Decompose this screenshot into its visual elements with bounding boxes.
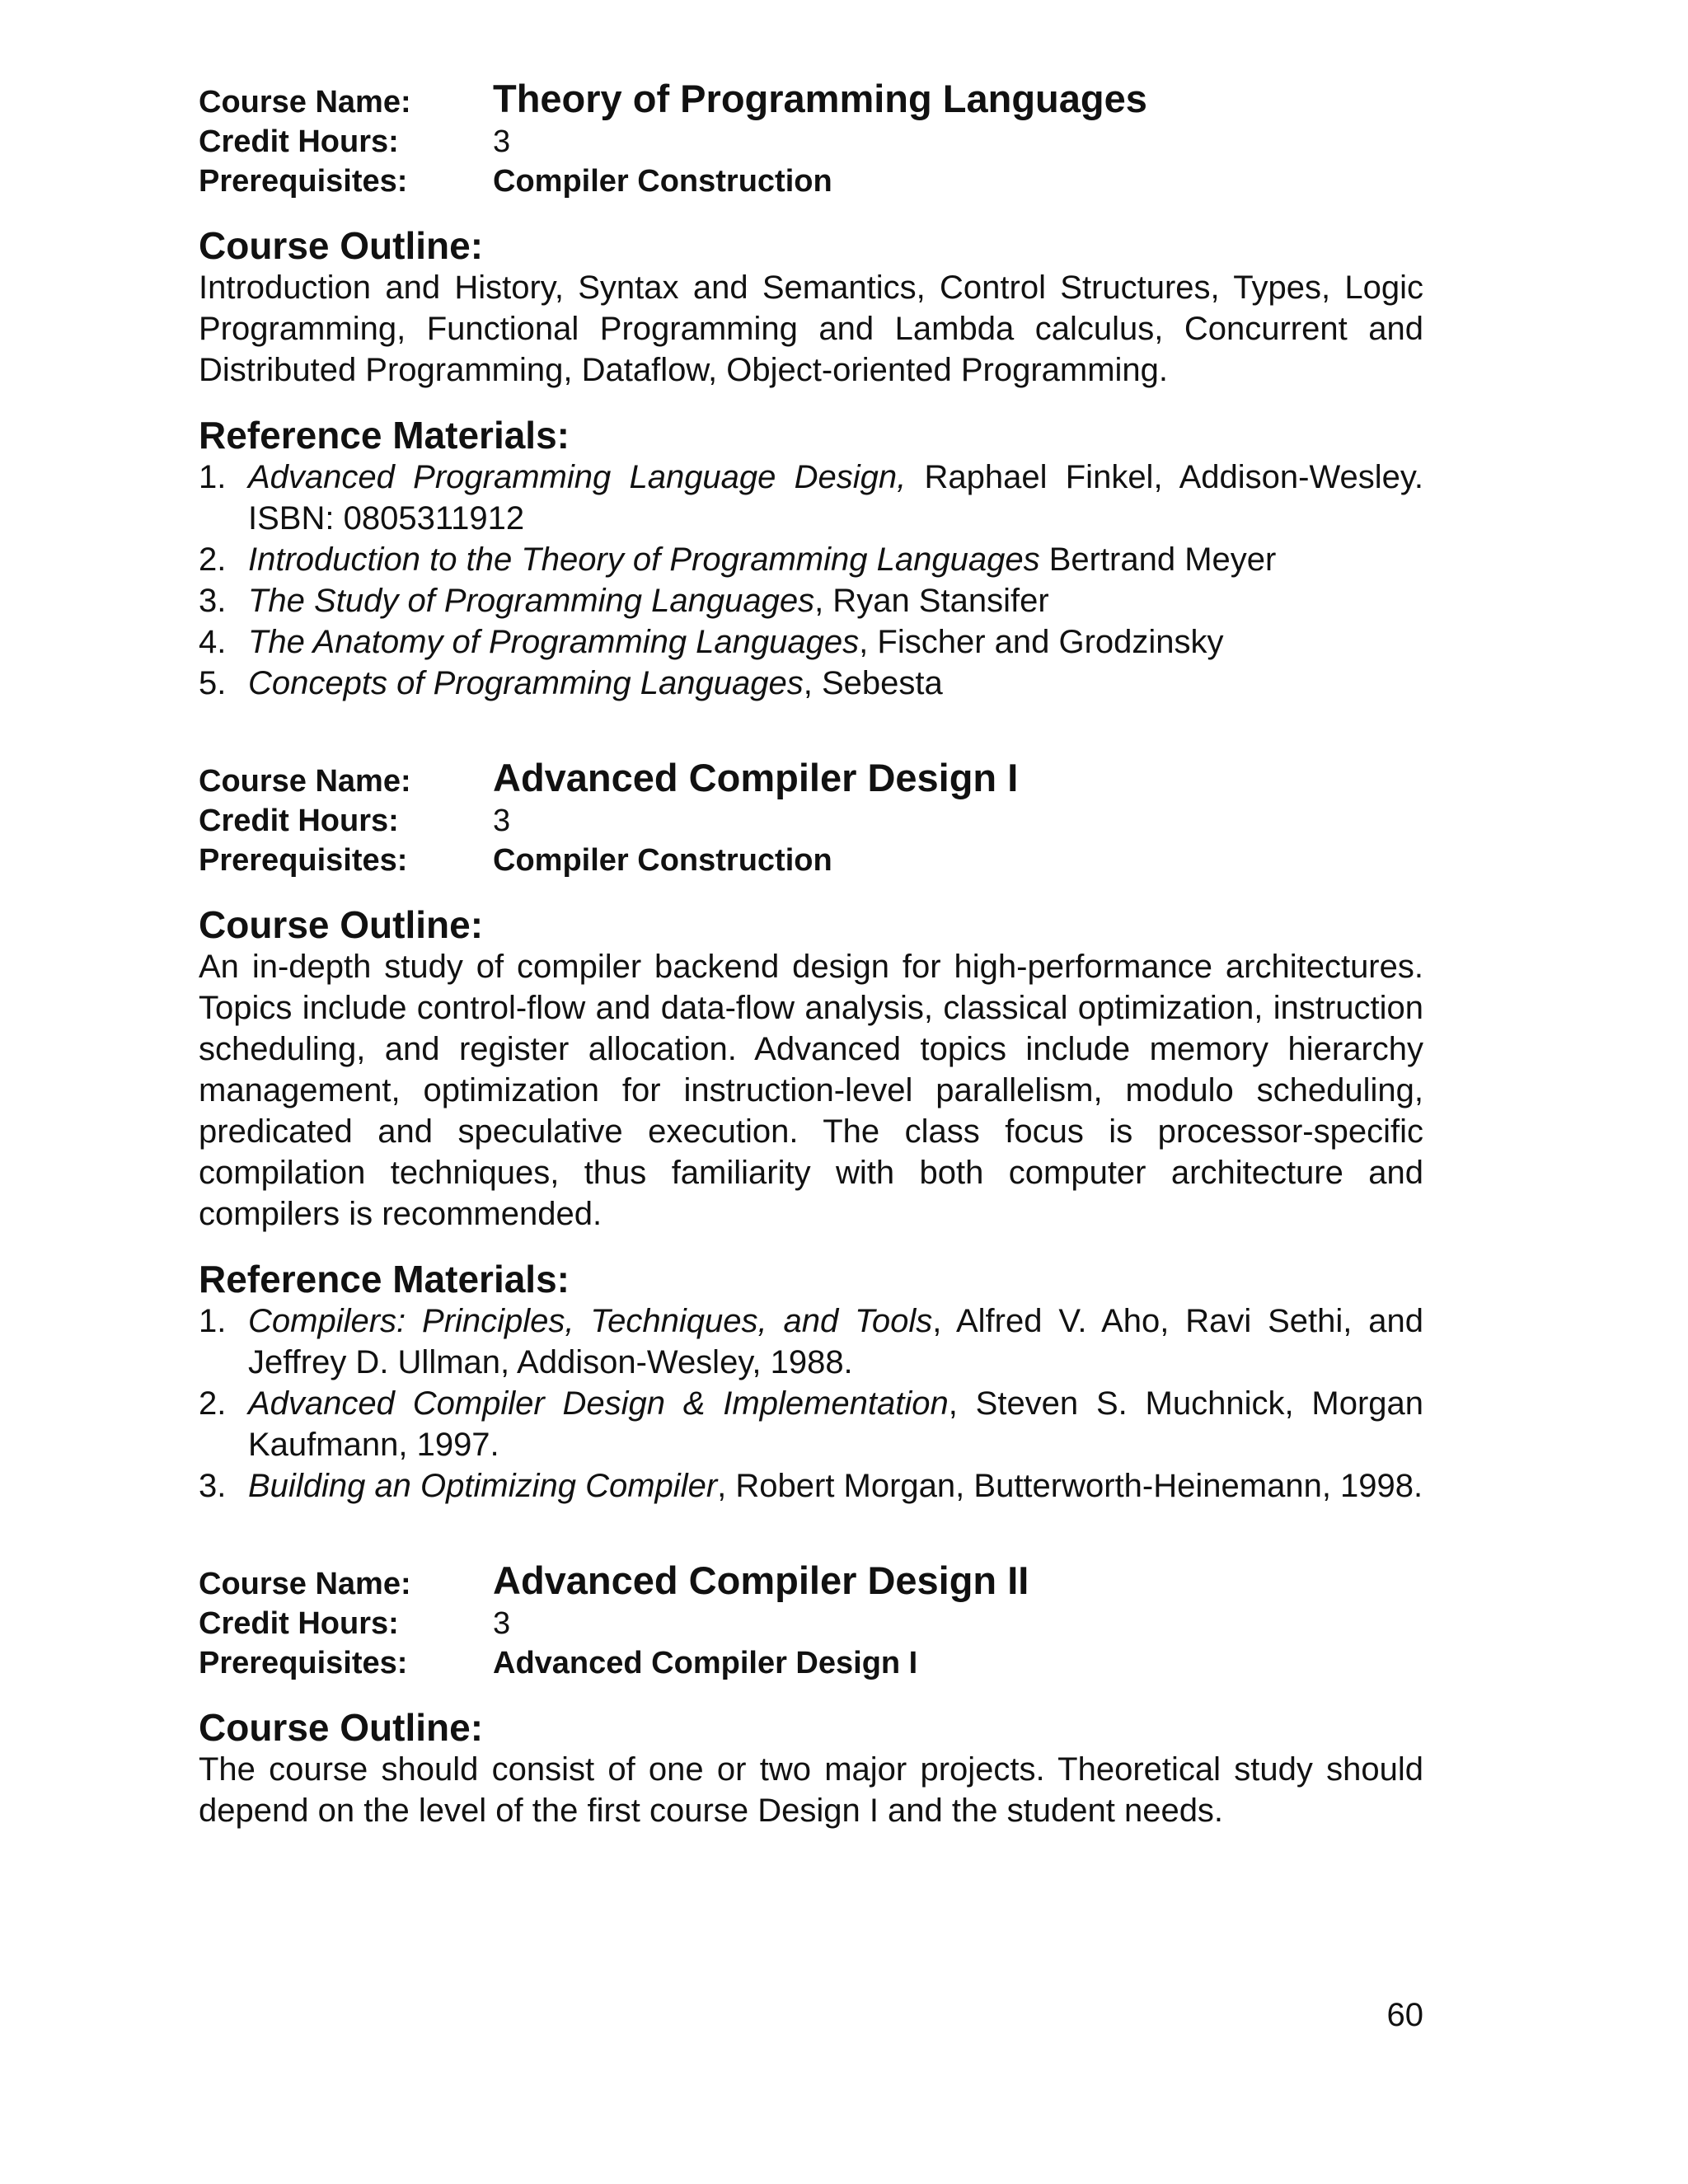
- reference-title: Compilers: Principles, Techniques, and Tools: [248, 1303, 933, 1339]
- reference-number: 2.: [199, 1385, 227, 1422]
- document-page: [199, 79, 1423, 1831]
- course-name-row: [199, 1558, 1423, 1604]
- course-outline-text: Introduction and History, Syntax and Semantics, Control Structures, Types, Logic Programming, Functional Programming and Lambda calculus, Concurrent and Distributed Programming, Dataflow, Object-oriented Programming.: [199, 269, 1423, 388]
- reference-title: Building an Optimizing Compiler: [248, 1468, 718, 1504]
- reference-materials-heading: Reference Materials:: [199, 1258, 570, 1301]
- prerequisites-row: [199, 841, 1423, 880]
- reference-item: [199, 1301, 1423, 1383]
- credit-hours-label: Credit Hours:: [199, 804, 399, 838]
- reference-title: Concepts of Programming Languages: [248, 665, 804, 701]
- credit-hours-label: Credit Hours:: [199, 124, 399, 159]
- credit-hours-value: 3: [493, 1606, 511, 1641]
- reference-title: The Anatomy of Programming Languages: [248, 624, 860, 660]
- course-outline-heading: Course Outline:: [199, 1706, 484, 1749]
- course-name-value: Advanced Compiler Design I: [493, 756, 1019, 799]
- reference-number: 3.: [199, 1468, 227, 1504]
- reference-text: [248, 457, 1423, 539]
- reference-title: Advanced Programming Language Design,: [248, 459, 907, 495]
- reference-details: Raphael Finkel, Addison-Wesley. ISBN: 0805311912: [248, 459, 1424, 537]
- reference-title: The Study of Programming Languages: [248, 583, 815, 619]
- reference-text: [248, 1383, 1423, 1465]
- course-name-label: Course Name:: [199, 764, 411, 799]
- credit-hours-row: [199, 1604, 1423, 1643]
- reference-text: [248, 1301, 1423, 1383]
- reference-item: [199, 580, 1423, 621]
- reference-list: [199, 1301, 1423, 1507]
- reference-number: 5.: [199, 665, 227, 701]
- prerequisites-label: Prerequisites:: [199, 164, 408, 199]
- prerequisites-row: [199, 1643, 1423, 1683]
- reference-item: [199, 1465, 1423, 1507]
- prerequisites-row: [199, 162, 1423, 201]
- reference-details: , Alfred V. Aho, Ravi Sethi, and Jeffrey D. Ullman, Addison-Wesley, 1988.: [248, 1303, 1424, 1380]
- reference-details: Bertrand Meyer: [1039, 541, 1277, 578]
- reference-item: [199, 539, 1423, 580]
- reference-details: , Steven S. Muchnick, Morgan Kaufmann, 1997.: [248, 1385, 1423, 1463]
- reference-details: , Robert Morgan, Butterworth-Heinemann, 1998.: [717, 1468, 1423, 1504]
- reference-materials-heading: Reference Materials:: [199, 414, 570, 457]
- course-advanced-compiler-design-ii: [199, 1558, 1423, 1831]
- course-name-label: Course Name:: [199, 85, 411, 120]
- credit-hours-label: Credit Hours:: [199, 1606, 399, 1641]
- credit-hours-row: [199, 801, 1423, 841]
- page-number: 60: [1386, 1997, 1423, 2033]
- course-advanced-compiler-design-i: [199, 758, 1423, 1507]
- course-outline-heading: Course Outline:: [199, 903, 484, 946]
- reference-item: [199, 663, 1423, 704]
- course-outline-text: An in-depth study of compiler backend design for high-performance architectures. Topics include control-flow and data-flow analysis, classical optimization, instruction scheduling, and register allocation. Advanced topics include memory hierarchy management, optimization for instruction-level parallelism, modulo scheduling, predicated and speculative execution. The class focus is processor-specific compilation techniques, thus familiarity with both computer architecture and compilers is recommended.: [199, 949, 1423, 1232]
- reference-details: , Fischer and Grodzinsky: [859, 624, 1224, 660]
- reference-text: [248, 1465, 1423, 1507]
- course-name-value: Theory of Programming Languages: [493, 77, 1147, 120]
- credit-hours-row: [199, 122, 1423, 162]
- reference-details: , Sebesta: [803, 665, 943, 701]
- prerequisites-label: Prerequisites:: [199, 1646, 408, 1680]
- course-name-value: Advanced Compiler Design II: [493, 1558, 1029, 1602]
- course-outline-text: The course should consist of one or two major projects. Theoretical study should depend on the level of the first course Design I and the student needs.: [199, 1751, 1423, 1829]
- reference-title: Advanced Compiler Design & Implementation: [248, 1385, 949, 1422]
- prerequisites-label: Prerequisites:: [199, 843, 408, 878]
- reference-number: 2.: [199, 541, 227, 578]
- reference-item: [199, 621, 1423, 663]
- reference-details: , Ryan Stansifer: [814, 583, 1049, 619]
- course-name-label: Course Name:: [199, 1567, 411, 1601]
- course-outline-heading: Course Outline:: [199, 224, 484, 267]
- course-name-row: [199, 758, 1423, 801]
- reference-list: [199, 457, 1423, 704]
- course-theory-of-programming-languages: [199, 79, 1423, 704]
- reference-title: Introduction to the Theory of Programming Languages: [248, 541, 1040, 578]
- prerequisites-value: Compiler Construction: [493, 164, 832, 199]
- prerequisites-value: Advanced Compiler Design I: [493, 1646, 918, 1680]
- prerequisites-value: Compiler Construction: [493, 843, 832, 878]
- course-name-row: [199, 79, 1423, 122]
- reference-number: 1.: [199, 459, 227, 495]
- reference-text: [248, 663, 1423, 704]
- reference-number: 3.: [199, 583, 227, 619]
- reference-text: [248, 539, 1423, 580]
- reference-item: [199, 1383, 1423, 1465]
- reference-item: [199, 457, 1423, 539]
- credit-hours-value: 3: [493, 124, 511, 159]
- reference-text: [248, 580, 1423, 621]
- credit-hours-value: 3: [493, 804, 511, 838]
- reference-number: 1.: [199, 1303, 227, 1339]
- reference-number: 4.: [199, 624, 227, 660]
- reference-text: [248, 621, 1423, 663]
